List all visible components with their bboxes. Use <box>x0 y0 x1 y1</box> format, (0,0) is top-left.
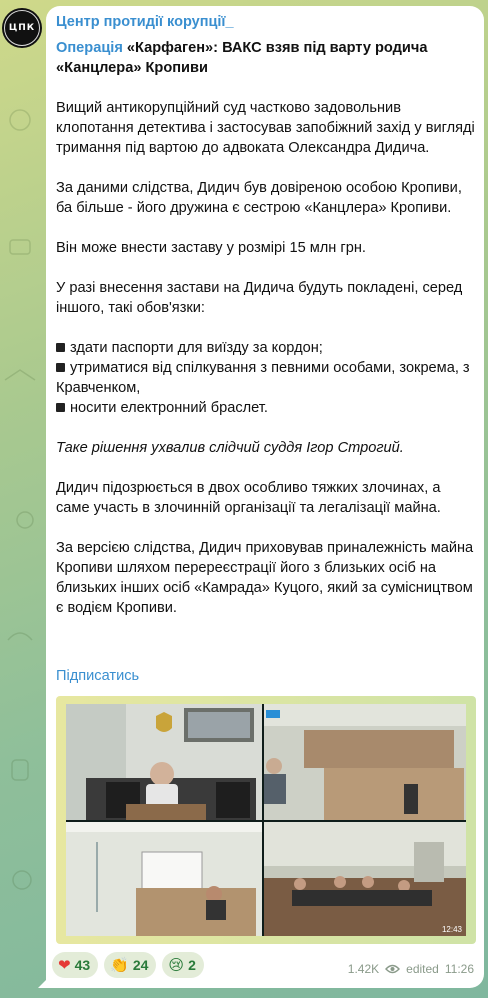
channel-avatar[interactable] <box>2 8 42 48</box>
list-item: здати паспорти для виїзду за кордон; <box>56 340 323 356</box>
heart-icon: ❤ <box>58 956 71 974</box>
reaction-count: 24 <box>132 957 149 973</box>
paragraph-6: Дидич підозрюється в двох особливо тяжких злочинах, а саме участь в злочинній організації та легалізації майна. <box>56 480 441 516</box>
post-title-text: «Карфаген»: ВАКС взяв під варту родича «Канцлера» Кропиви <box>56 40 428 76</box>
eye-icon <box>385 964 400 974</box>
list-item: носити електронний браслет. <box>56 400 268 416</box>
paragraph-4: У разі внесення застави на Дидича будуть покладені, серед іншого, такі обов'язки: <box>56 280 463 316</box>
bullet-list <box>56 338 476 418</box>
subscribe-link[interactable]: Підписатись <box>56 668 140 684</box>
camera-view-4 <box>264 822 466 936</box>
message-bubble <box>46 6 484 988</box>
view-count: 1.42K <box>347 962 380 976</box>
post-text <box>56 38 476 638</box>
avatar-ring <box>4 10 40 46</box>
paragraph-2: За даними слідства, Дидич був довіреною особою Кропиви, ба більше - його дружина є сестрою «Канцлера» Кропиви. <box>56 180 462 216</box>
post-title <box>56 38 476 78</box>
paragraph-1: Вищий антикорупційний суд частково задовольнив клопотання детектива і застосував запобіжний захід у вигляді тримання під вартою до адвоката Олександра Дидича. <box>56 100 475 156</box>
reaction-count: 2 <box>188 957 196 973</box>
channel-name[interactable]: Центр протидії корупції_ <box>56 14 234 30</box>
clap-icon: 👏 <box>110 956 129 974</box>
camera-view-3 <box>66 822 262 936</box>
avatar-text: ЦПК <box>8 23 36 33</box>
reaction-heart[interactable] <box>52 952 98 978</box>
bullet-icon <box>56 343 65 352</box>
reaction-clap[interactable] <box>104 952 156 978</box>
reactions-bar <box>52 952 204 978</box>
bullet-icon <box>56 363 65 372</box>
list-item: утриматися від спілкування з певними особами, зокрема, з Кравченком, <box>56 360 470 396</box>
paragraph-5: Таке рішення ухвалив слідчий суддя Ігор Строгий. <box>56 440 404 456</box>
hashtag-link[interactable]: Операція <box>56 40 123 56</box>
media-frame[interactable] <box>56 696 476 944</box>
camera-view-2 <box>264 704 466 820</box>
camera-view-1 <box>66 704 262 820</box>
court-video-image[interactable] <box>66 704 466 936</box>
reaction-count: 43 <box>74 957 91 973</box>
bullet-icon <box>56 403 65 412</box>
reaction-crying[interactable] <box>162 952 203 978</box>
paragraph-7: За версією слідства, Дидич приховував приналежність майна Кропиви шляхом перереєстрації його з близьких осіб на близьких інших осіб «Камрада» Куцого, який за сумісництвом є водієм Кропиви. <box>56 540 474 616</box>
message-meta <box>348 962 474 976</box>
video-timestamp: 12:43 <box>441 925 462 934</box>
edited-label: edited <box>406 962 439 976</box>
paragraph-3: Він може внести заставу у розмірі 15 млн грн. <box>56 240 366 256</box>
crying-icon: 😢 <box>168 956 185 974</box>
message-time: 11:26 <box>444 962 474 976</box>
